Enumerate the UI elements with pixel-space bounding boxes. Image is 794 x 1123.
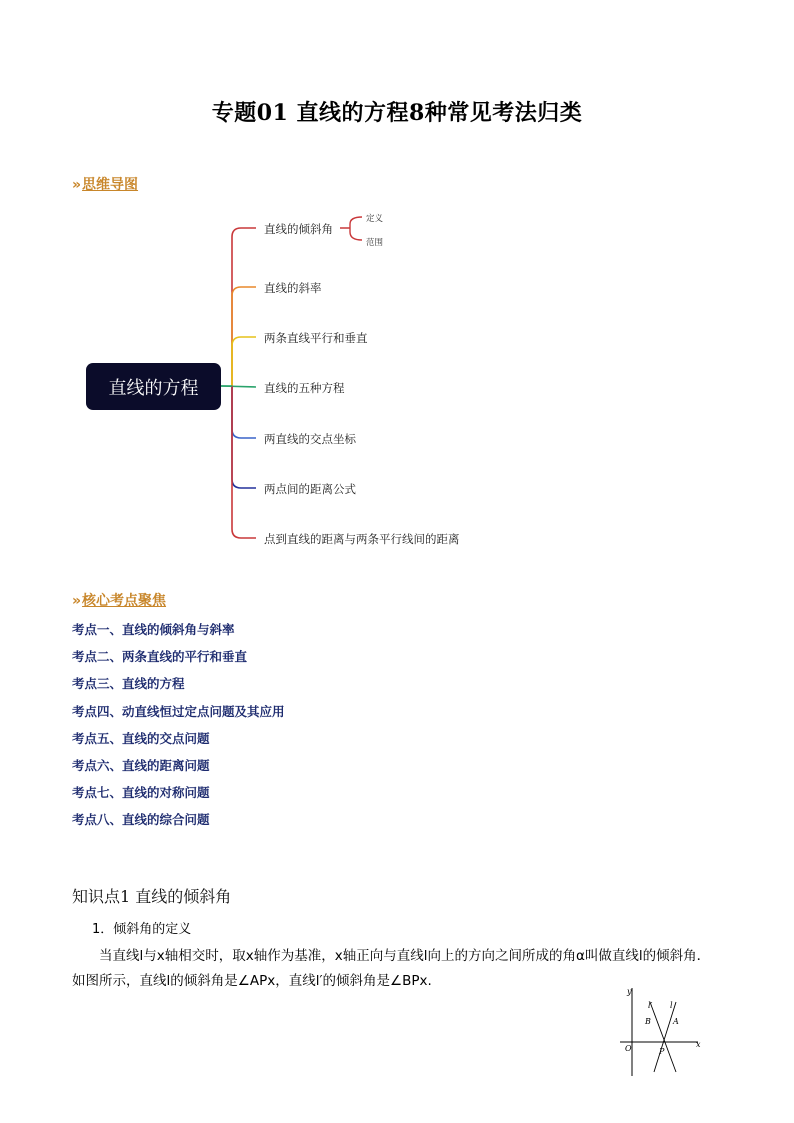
list-item: 考点八、直线的综合问题: [72, 812, 210, 828]
mindmap-branch-6: 两点间的距离公式: [264, 482, 356, 496]
x-axis-label: x: [696, 1040, 701, 1049]
mindmap-branch-2: 直线的斜率: [264, 281, 322, 295]
list-item: 考点二、两条直线的平行和垂直: [72, 649, 248, 665]
double-chevron-icon: »: [72, 593, 79, 609]
mindmap-branch-5: 两直线的交点坐标: [264, 432, 356, 446]
section-mindmap-title: 思维导图: [82, 177, 139, 193]
mindmap-sub-definition: 定义: [366, 214, 384, 224]
line-l: [654, 1002, 676, 1072]
mindmap-branch-4: 直线的五种方程: [264, 381, 345, 395]
keypoint-list: [72, 620, 285, 838]
list-item: 考点三、直线的方程: [72, 676, 185, 692]
knowledge-heading: 知识点1 直线的倾斜角: [72, 887, 232, 906]
list-item: 考点六、直线的距离问题: [72, 757, 210, 773]
list-item: 考点七、直线的对称问题: [72, 785, 210, 801]
list-item: 考点五、直线的交点问题: [72, 730, 210, 746]
origin-label: O: [625, 1044, 632, 1053]
mindmap-root-node: 直线的方程: [86, 363, 221, 410]
line-l-prime-label: l′: [648, 1001, 653, 1010]
mindmap-branch-7: 点到直线的距离与两条平行线间的距离: [264, 532, 460, 546]
y-axis-label: y: [627, 987, 632, 996]
list-item: 考点一、直线的倾斜角与斜率: [72, 622, 235, 637]
knowledge-paragraph: 当直线l与x轴相交时，取x轴作为基准，x轴正向与直线l向上的方向之间所成的角α叫做直线l的倾斜角．如图所示，直线l的倾斜角是∠APx，直线l′的倾斜角是∠BPx.: [72, 948, 711, 989]
point-a-label: A: [673, 1017, 679, 1026]
mindmap-connector-7: [232, 386, 256, 538]
mindmap-branch-3: 两条直线平行和垂直: [264, 331, 368, 345]
mindmap-sub-brace: [340, 217, 362, 240]
double-chevron-icon: »: [72, 177, 79, 193]
point-b-label: B: [645, 1017, 651, 1026]
list-item: 考点四、动直线恒过定点问题及其应用: [72, 703, 285, 719]
knowledge-subheading: 1．倾斜角的定义: [92, 922, 192, 937]
line-l-prime: [650, 1002, 676, 1072]
page-title: 专题01 直线的方程8种常见考法归类: [211, 100, 583, 126]
section-keypoints-title: 核心考点聚焦: [82, 593, 167, 609]
point-p-label: P: [659, 1047, 665, 1056]
mindmap-connector-1: [232, 228, 256, 386]
mindmap-connector-5: [232, 386, 256, 438]
mindmap-sub-range: 范围: [366, 238, 384, 248]
mindmap-branch-1: 直线的倾斜角: [264, 222, 333, 236]
inclination-angle-figure: [618, 984, 710, 1080]
mindmap-connector-3: [232, 337, 256, 386]
section-keypoints-heading: [72, 590, 166, 610]
line-l-label: l: [670, 1001, 673, 1010]
